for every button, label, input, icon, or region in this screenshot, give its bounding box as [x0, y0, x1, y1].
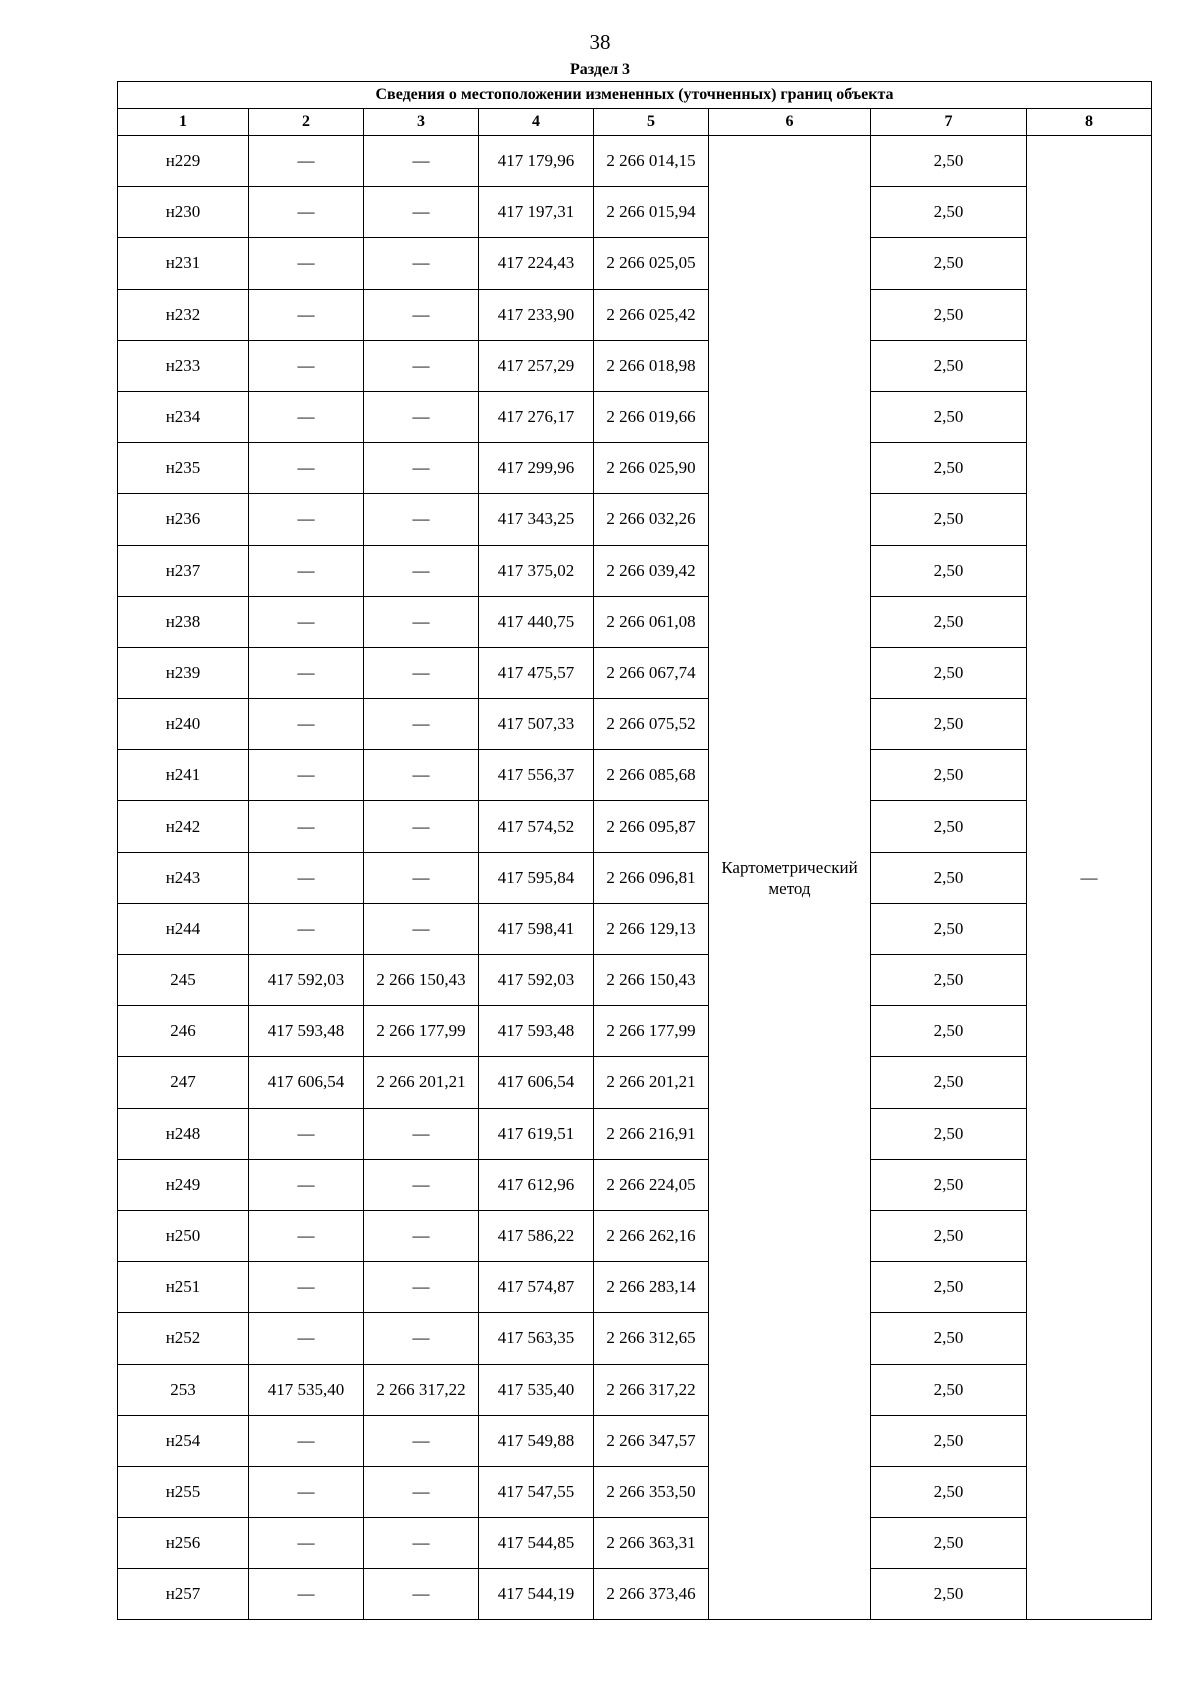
accuracy-cell: 2,50: [871, 647, 1027, 698]
table-row: [118, 750, 1152, 801]
accuracy-cell: 2,50: [871, 1415, 1027, 1466]
x-coordinate-cell: 417 563,35: [479, 1313, 594, 1364]
point-number-cell: н237: [118, 545, 249, 596]
table-row: [118, 801, 1152, 852]
point-number-cell: н234: [118, 391, 249, 442]
y-coordinate-cell: 2 266 177,99: [594, 1006, 709, 1057]
y-coordinate-cell: 2 266 025,90: [594, 443, 709, 494]
y-coordinate-cell: 2 266 095,87: [594, 801, 709, 852]
y-coordinate-cell: 2 266 216,91: [594, 1108, 709, 1159]
table-row: [118, 443, 1152, 494]
y-coordinate-cell: 2 266 363,31: [594, 1518, 709, 1569]
y-coordinate-cell: 2 266 018,98: [594, 340, 709, 391]
x-coordinate-cell: 417 475,57: [479, 647, 594, 698]
existing-x-cell: —: [249, 238, 364, 289]
existing-x-cell: —: [249, 1313, 364, 1364]
accuracy-cell: 2,50: [871, 596, 1027, 647]
point-number-cell: н251: [118, 1262, 249, 1313]
point-number-cell: 253: [118, 1364, 249, 1415]
existing-y-cell: —: [364, 1569, 479, 1620]
table-row: [118, 136, 1152, 187]
existing-x-cell: —: [249, 903, 364, 954]
existing-x-cell: 417 535,40: [249, 1364, 364, 1415]
existing-y-cell: —: [364, 187, 479, 238]
existing-x-cell: —: [249, 1415, 364, 1466]
x-coordinate-cell: 417 197,31: [479, 187, 594, 238]
table-caption: Сведения о местоположении измененных (уточненных) границ объекта: [118, 82, 1152, 109]
existing-y-cell: —: [364, 699, 479, 750]
point-number-cell: н235: [118, 443, 249, 494]
table-row: [118, 1518, 1152, 1569]
table-row: [118, 1364, 1152, 1415]
point-number-cell: н256: [118, 1518, 249, 1569]
table-row: [118, 1006, 1152, 1057]
x-coordinate-cell: 417 593,48: [479, 1006, 594, 1057]
existing-y-cell: —: [364, 801, 479, 852]
column-number: 3: [364, 109, 479, 136]
accuracy-cell: 2,50: [871, 750, 1027, 801]
x-coordinate-cell: 417 574,87: [479, 1262, 594, 1313]
y-coordinate-cell: 2 266 224,05: [594, 1159, 709, 1210]
point-number-cell: н254: [118, 1415, 249, 1466]
x-coordinate-cell: 417 375,02: [479, 545, 594, 596]
x-coordinate-cell: 417 586,22: [479, 1210, 594, 1261]
accuracy-cell: 2,50: [871, 1006, 1027, 1057]
page-number: 38: [589, 30, 611, 54]
table-row: [118, 903, 1152, 954]
table-row: [118, 1159, 1152, 1210]
point-number-cell: н240: [118, 699, 249, 750]
table-row: [118, 1210, 1152, 1261]
accuracy-cell: 2,50: [871, 1210, 1027, 1261]
point-number-cell: н239: [118, 647, 249, 698]
point-number-cell: н252: [118, 1313, 249, 1364]
column-number: 5: [594, 109, 709, 136]
y-coordinate-cell: 2 266 067,74: [594, 647, 709, 698]
column8-cell: —: [1027, 136, 1152, 1620]
point-number-cell: 246: [118, 1006, 249, 1057]
point-number-cell: н230: [118, 187, 249, 238]
existing-x-cell: —: [249, 340, 364, 391]
existing-x-cell: —: [249, 596, 364, 647]
accuracy-cell: 2,50: [871, 903, 1027, 954]
existing-x-cell: —: [249, 750, 364, 801]
x-coordinate-cell: 417 619,51: [479, 1108, 594, 1159]
x-coordinate-cell: 417 574,52: [479, 801, 594, 852]
x-coordinate-cell: 417 257,29: [479, 340, 594, 391]
y-coordinate-cell: 2 266 015,94: [594, 187, 709, 238]
x-coordinate-cell: 417 224,43: [479, 238, 594, 289]
accuracy-cell: 2,50: [871, 1108, 1027, 1159]
accuracy-cell: 2,50: [871, 340, 1027, 391]
existing-x-cell: —: [249, 699, 364, 750]
existing-x-cell: —: [249, 545, 364, 596]
table-row: [118, 1415, 1152, 1466]
existing-y-cell: —: [364, 1108, 479, 1159]
point-number-cell: н231: [118, 238, 249, 289]
existing-y-cell: —: [364, 1415, 479, 1466]
point-number-cell: н236: [118, 494, 249, 545]
existing-y-cell: —: [364, 852, 479, 903]
table-row: [118, 238, 1152, 289]
y-coordinate-cell: 2 266 312,65: [594, 1313, 709, 1364]
column-number: 8: [1027, 109, 1152, 136]
point-number-cell: 247: [118, 1057, 249, 1108]
column-number: 2: [249, 109, 364, 136]
x-coordinate-cell: 417 276,17: [479, 391, 594, 442]
x-coordinate-cell: 417 556,37: [479, 750, 594, 801]
existing-y-cell: —: [364, 391, 479, 442]
x-coordinate-cell: 417 233,90: [479, 289, 594, 340]
accuracy-cell: 2,50: [871, 238, 1027, 289]
point-number-cell: н229: [118, 136, 249, 187]
point-number-cell: 245: [118, 955, 249, 1006]
y-coordinate-cell: 2 266 262,16: [594, 1210, 709, 1261]
table-row: [118, 187, 1152, 238]
accuracy-cell: 2,50: [871, 955, 1027, 1006]
y-coordinate-cell: 2 266 014,15: [594, 136, 709, 187]
table-caption-row: [118, 82, 1152, 109]
y-coordinate-cell: 2 266 039,42: [594, 545, 709, 596]
existing-y-cell: —: [364, 1159, 479, 1210]
existing-y-cell: —: [364, 647, 479, 698]
y-coordinate-cell: 2 266 201,21: [594, 1057, 709, 1108]
existing-x-cell: —: [249, 1108, 364, 1159]
existing-x-cell: 417 592,03: [249, 955, 364, 1006]
existing-y-cell: —: [364, 750, 479, 801]
existing-x-cell: —: [249, 136, 364, 187]
table-row: [118, 545, 1152, 596]
point-number-cell: н249: [118, 1159, 249, 1210]
y-coordinate-cell: 2 266 096,81: [594, 852, 709, 903]
y-coordinate-cell: 2 266 317,22: [594, 1364, 709, 1415]
point-number-cell: н232: [118, 289, 249, 340]
y-coordinate-cell: 2 266 373,46: [594, 1569, 709, 1620]
table-row: [118, 391, 1152, 442]
existing-x-cell: —: [249, 801, 364, 852]
table-row: [118, 1057, 1152, 1108]
existing-y-cell: 2 266 177,99: [364, 1006, 479, 1057]
y-coordinate-cell: 2 266 150,43: [594, 955, 709, 1006]
y-coordinate-cell: 2 266 019,66: [594, 391, 709, 442]
accuracy-cell: 2,50: [871, 852, 1027, 903]
x-coordinate-cell: 417 592,03: [479, 955, 594, 1006]
y-coordinate-cell: 2 266 025,05: [594, 238, 709, 289]
column-number: 4: [479, 109, 594, 136]
accuracy-cell: 2,50: [871, 1262, 1027, 1313]
existing-x-cell: —: [249, 1569, 364, 1620]
table-row: [118, 852, 1152, 903]
existing-y-cell: —: [364, 903, 479, 954]
point-number-cell: н241: [118, 750, 249, 801]
point-number-cell: н257: [118, 1569, 249, 1620]
accuracy-cell: 2,50: [871, 1518, 1027, 1569]
x-coordinate-cell: 417 595,84: [479, 852, 594, 903]
x-coordinate-cell: 417 343,25: [479, 494, 594, 545]
point-number-cell: н250: [118, 1210, 249, 1261]
x-coordinate-cell: 417 299,96: [479, 443, 594, 494]
table-row: [118, 289, 1152, 340]
y-coordinate-cell: 2 266 353,50: [594, 1466, 709, 1517]
existing-x-cell: —: [249, 187, 364, 238]
y-coordinate-cell: 2 266 085,68: [594, 750, 709, 801]
table-row: [118, 699, 1152, 750]
existing-x-cell: —: [249, 1210, 364, 1261]
point-number-cell: н244: [118, 903, 249, 954]
x-coordinate-cell: 417 547,55: [479, 1466, 594, 1517]
accuracy-cell: 2,50: [871, 1159, 1027, 1210]
y-coordinate-cell: 2 266 283,14: [594, 1262, 709, 1313]
existing-x-cell: —: [249, 852, 364, 903]
column-number: 7: [871, 109, 1027, 136]
point-number-cell: н238: [118, 596, 249, 647]
accuracy-cell: 2,50: [871, 136, 1027, 187]
accuracy-cell: 2,50: [871, 1364, 1027, 1415]
table-row: [118, 1108, 1152, 1159]
column-number: 6: [709, 109, 871, 136]
existing-x-cell: 417 606,54: [249, 1057, 364, 1108]
table-row: [118, 340, 1152, 391]
existing-x-cell: 417 593,48: [249, 1006, 364, 1057]
x-coordinate-cell: 417 606,54: [479, 1057, 594, 1108]
existing-y-cell: —: [364, 136, 479, 187]
existing-y-cell: —: [364, 494, 479, 545]
existing-y-cell: 2 266 317,22: [364, 1364, 479, 1415]
accuracy-cell: 2,50: [871, 289, 1027, 340]
y-coordinate-cell: 2 266 032,26: [594, 494, 709, 545]
accuracy-cell: 2,50: [871, 494, 1027, 545]
existing-y-cell: —: [364, 1518, 479, 1569]
existing-x-cell: —: [249, 1518, 364, 1569]
point-number-cell: н242: [118, 801, 249, 852]
existing-x-cell: —: [249, 1262, 364, 1313]
existing-y-cell: —: [364, 596, 479, 647]
y-coordinate-cell: 2 266 129,13: [594, 903, 709, 954]
table-row: [118, 596, 1152, 647]
accuracy-cell: 2,50: [871, 1569, 1027, 1620]
y-coordinate-cell: 2 266 347,57: [594, 1415, 709, 1466]
point-number-cell: н233: [118, 340, 249, 391]
x-coordinate-cell: 417 179,96: [479, 136, 594, 187]
existing-y-cell: —: [364, 340, 479, 391]
point-number-cell: н248: [118, 1108, 249, 1159]
table-row: [118, 1262, 1152, 1313]
table-row: [118, 1466, 1152, 1517]
accuracy-cell: 2,50: [871, 545, 1027, 596]
y-coordinate-cell: 2 266 061,08: [594, 596, 709, 647]
accuracy-cell: 2,50: [871, 443, 1027, 494]
section-title: Раздел 3: [569, 61, 631, 78]
existing-x-cell: —: [249, 443, 364, 494]
existing-x-cell: —: [249, 391, 364, 442]
x-coordinate-cell: 417 612,96: [479, 1159, 594, 1210]
existing-y-cell: 2 266 201,21: [364, 1057, 479, 1108]
x-coordinate-cell: 417 549,88: [479, 1415, 594, 1466]
existing-x-cell: —: [249, 1159, 364, 1210]
x-coordinate-cell: 417 535,40: [479, 1364, 594, 1415]
y-coordinate-cell: 2 266 075,52: [594, 699, 709, 750]
y-coordinate-cell: 2 266 025,42: [594, 289, 709, 340]
accuracy-cell: 2,50: [871, 699, 1027, 750]
accuracy-cell: 2,50: [871, 391, 1027, 442]
existing-x-cell: —: [249, 647, 364, 698]
existing-x-cell: —: [249, 494, 364, 545]
x-coordinate-cell: 417 544,19: [479, 1569, 594, 1620]
existing-y-cell: —: [364, 1313, 479, 1364]
boundary-points-table: [117, 81, 1152, 1620]
existing-y-cell: —: [364, 238, 479, 289]
column-number: 1: [118, 109, 249, 136]
table-row: [118, 494, 1152, 545]
existing-y-cell: —: [364, 1262, 479, 1313]
existing-y-cell: —: [364, 545, 479, 596]
existing-y-cell: —: [364, 443, 479, 494]
x-coordinate-cell: 417 507,33: [479, 699, 594, 750]
method-cell: Картометрический метод: [709, 136, 871, 1620]
accuracy-cell: 2,50: [871, 1313, 1027, 1364]
accuracy-cell: 2,50: [871, 801, 1027, 852]
point-number-cell: н243: [118, 852, 249, 903]
table-row: [118, 647, 1152, 698]
x-coordinate-cell: 417 544,85: [479, 1518, 594, 1569]
table-row: [118, 1313, 1152, 1364]
existing-y-cell: —: [364, 1466, 479, 1517]
existing-x-cell: —: [249, 1466, 364, 1517]
table-row: [118, 1569, 1152, 1620]
column-number-row: [118, 109, 1152, 136]
existing-x-cell: —: [249, 289, 364, 340]
accuracy-cell: 2,50: [871, 187, 1027, 238]
accuracy-cell: 2,50: [871, 1057, 1027, 1108]
x-coordinate-cell: 417 598,41: [479, 903, 594, 954]
existing-y-cell: 2 266 150,43: [364, 955, 479, 1006]
table-row: [118, 955, 1152, 1006]
existing-y-cell: —: [364, 289, 479, 340]
accuracy-cell: 2,50: [871, 1466, 1027, 1517]
point-number-cell: н255: [118, 1466, 249, 1517]
x-coordinate-cell: 417 440,75: [479, 596, 594, 647]
existing-y-cell: —: [364, 1210, 479, 1261]
